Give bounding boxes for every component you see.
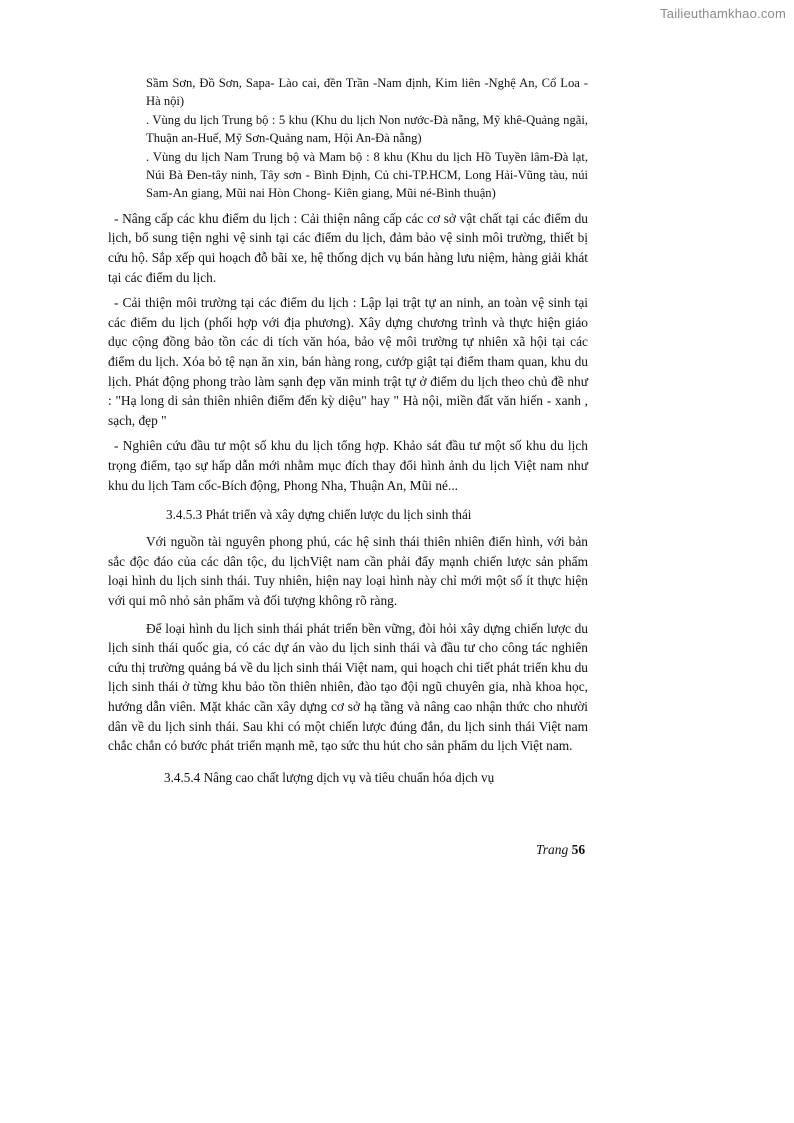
section-heading: 3.4.5.3 Phát triển và xây dựng chiến lược du lịch sinh thái — [166, 507, 472, 523]
watermark-text: Tailieuthamkhao.com — [660, 6, 786, 21]
list-item: Sầm Sơn, Đồ Sơn, Sapa- Lào cai, đền Trần -Nam định, Kim liên -Nghệ An, Cổ Loa -Hà nội) — [146, 76, 588, 109]
section-heading: 3.4.5.4 Nâng cao chất lượng dịch vụ và tiêu chuẩn hóa dịch vụ — [164, 769, 495, 785]
list-item: . Vùng du lịch Trung bộ : 5 khu (Khu du lịch Non nước-Đà nẵng, Mỹ khê-Quảng ngãi, Thuận an-Huế, Mỹ Sơn-Quảng nam, Hội An-Đà nẵng) — [146, 112, 588, 146]
body-paragraph: Với nguồn tài nguyên phong phú, các hệ sinh thái thiên nhiên điển hình, với bản sắc độc đáo của các dân tộc, du lịchViệt nam cần phải đẩy mạnh chiến lược sản phẩm loại hình du lịch sinh thái. Tuy nhiên, hiện nay loại hình này chỉ mới một số ít thực hiện với qui mô nhỏ sản phẩm và đối tượng không rõ ràng. — [108, 534, 588, 608]
page-number: 56 — [571, 842, 586, 857]
list-item: . Vùng du lịch Nam Trung bộ và Mam bộ : 8 khu (Khu du lịch Hồ Tuyền lâm-Đà lạt, Núi Bà Đen-tây ninh, Tây sơn - Bình Định, Củ chi-TP.HCM, Long Hải-Vũng tàu, núi Sam-An giang, Mũi nai Hòn Chong- Kiên giang, Mũi né-Bình thuận) — [146, 149, 588, 201]
dash-paragraph: - Cải thiện môi trường tại các điểm du lịch : Lập lại trật tự an ninh, an toàn vệ sinh tại các điểm du lịch (phối hợp với địa phương). Xây dựng chương trình và thực hiện giáo dục cộng đồng bảo tồn các di tích văn hóa, bảo vệ môi trường tự nhiên xã hội tại các điểm du lịch. Xóa bỏ tệ nạn ăn xin, bán hàng rong, cướp giật tại điểm tham quan, khu du lịch. Phát động phong trào làm sạnh đẹp văn minh trật tự ở điểm du lịch theo chủ đề như : "Hạ long di sản thiên nhiên điểm đến kỳ diệu" hay " Hà nội, miền đất văn hiến - xanh , sạch, đẹp " — [108, 295, 588, 428]
dash-paragraph: - Nghiên cứu đầu tư một số khu du lịch tổng hợp. Khảo sát đầu tư một số khu du lịch trọng điểm, tạo sự hấp dẫn mới nhằm mục đích thay đổi hình ảnh du lịch Việt nam như khu du lịch Tam cốc-Bích động, Phong Nha, Thuận An, Mũi né... — [108, 438, 588, 493]
dash-paragraph: - Nâng cấp các khu điểm du lịch : Cải thiện nâng cấp các cơ sở vật chất tại các điểm du lịch, bổ sung tiện nghi vệ sinh tại các điểm du lịch, đảm bảo vệ sinh môi trường, thiết bị cứu hộ. Sắp xếp qui hoạch đỗ bãi xe, hệ thống dịch vụ bán hàng lưu niệm, hàng giải khát tại các điểm du lịch. — [108, 210, 588, 285]
body-paragraph: Để loại hình du lịch sinh thái phát triển bền vững, đòi hỏi xây dựng chiến lược du lịch sinh thái quốc gia, có các dự án vào du lịch sinh thái và đầu tư cho công tác nghiên cứu thị trường quảng bá về du lịch sinh thái Việt nam, qui hoạch chi tiết phát triển khu du lịch sinh thái ở từng khu bảo tồn thiên nhiên, đào tạo đội ngũ chuyên gia, nhà khoa học, hướng dẫn viên. Mặt khác cần xây dựng cơ sở hạ tầng và nâng cao nhận thức cho nhười dân về du lịch sinh thái. Sau khi có một chiến lược đúng đắn, du lịch sinh thái Việt nam chắc chắn có bước phát triển mạnh mẽ, tạo sức thu hút cho sản phẩm du lịch Việt nam. — [108, 620, 588, 754]
document-page — [108, 74, 588, 787]
page-footer — [536, 842, 585, 858]
tourism-region-list — [146, 74, 588, 203]
page-label: Trang — [536, 842, 569, 857]
